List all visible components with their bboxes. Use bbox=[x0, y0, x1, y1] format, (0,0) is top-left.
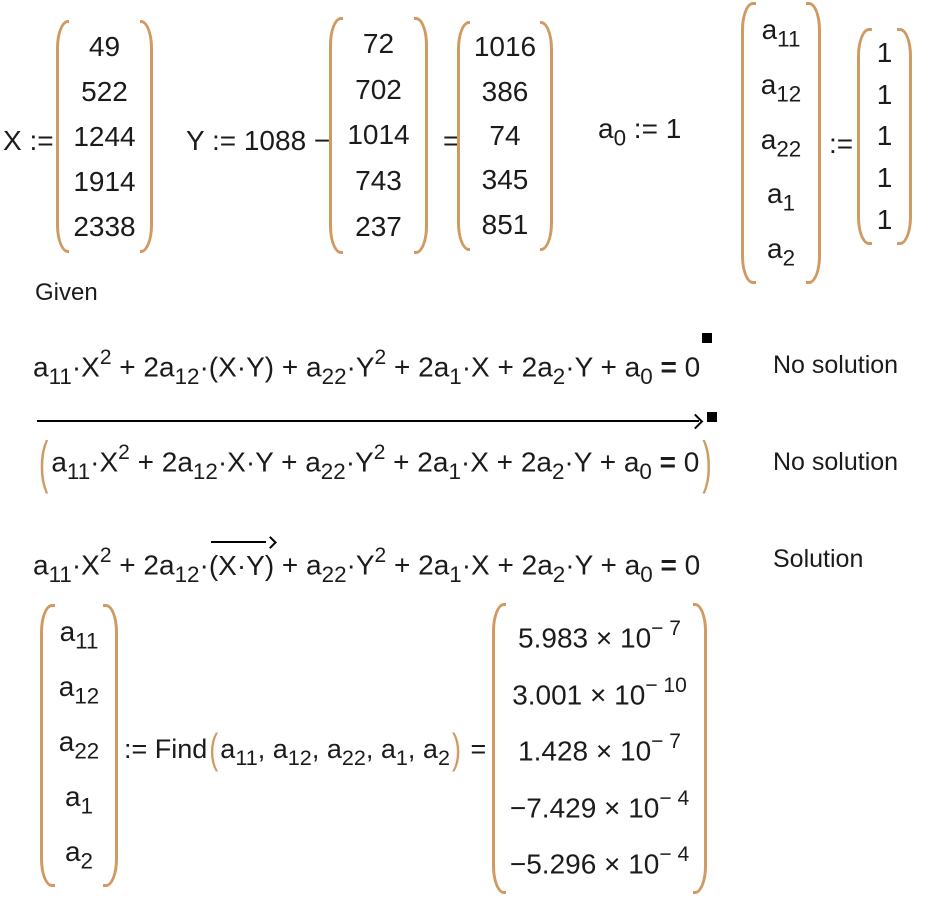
subscript: 0 bbox=[640, 561, 653, 587]
matrix-cell: $-7.429 \times 10^{- 4}$ bbox=[509, 786, 690, 824]
matrix-cell: $a_{12}$ bbox=[760, 68, 802, 107]
matrix-cell: $a_{22}$ bbox=[760, 123, 802, 161]
big-paren: ( bbox=[209, 725, 219, 773]
matrix-cell: $a_1$ bbox=[64, 781, 93, 819]
subscript: 2 bbox=[552, 363, 566, 389]
given-keyword[interactable]: Given bbox=[35, 279, 98, 306]
matrix-cell: $a_2$ bbox=[64, 836, 93, 874]
solve-lhs-vector-matrix[interactable] bbox=[40, 604, 118, 887]
right-paren bbox=[540, 21, 553, 251]
find-result-matrix[interactable] bbox=[492, 603, 707, 894]
matrix-cell: 1914 bbox=[73, 165, 136, 197]
subscript: 12 bbox=[776, 81, 802, 107]
left-paren bbox=[857, 28, 872, 245]
matrix-cell: 345 bbox=[481, 164, 529, 196]
superscript: 2 bbox=[99, 346, 112, 369]
matrix-cell: 1016 bbox=[473, 31, 537, 63]
equation-3[interactable]: $a_{11}\cdot X^2 + 2a_{12}\cdot(X\cdot Y) + a_{22}\cdot Y^2 + 2a_1\cdot X + 2a_2\cdot Y + a_0 = 0$ bbox=[33, 544, 701, 587]
right-paren bbox=[140, 20, 153, 253]
big-paren: ( bbox=[39, 430, 49, 494]
right-paren bbox=[693, 603, 707, 894]
matrix-cell: 1 bbox=[876, 36, 893, 68]
equation-1-status[interactable]: No solution bbox=[773, 351, 899, 379]
y-vector-matrix[interactable] bbox=[329, 17, 428, 254]
matrix-cell: 851 bbox=[481, 208, 529, 240]
vectorized-subexpression: (X·Y) bbox=[208, 549, 275, 581]
subscript: 1 bbox=[449, 561, 462, 587]
subscript: 22 bbox=[341, 745, 366, 771]
subscript: 12 bbox=[192, 458, 218, 484]
ones-vector-matrix[interactable] bbox=[857, 28, 912, 245]
superscript: − 4 bbox=[659, 843, 690, 867]
subscript: 0 bbox=[639, 458, 652, 484]
matrix-cell: $-5.296 \times 10^{- 4}$ bbox=[509, 843, 690, 880]
y-vector-values bbox=[343, 17, 413, 254]
superscript: − 4 bbox=[659, 786, 690, 810]
coefficient-vector-matrix[interactable] bbox=[741, 2, 821, 284]
error-marker-icon bbox=[702, 333, 712, 343]
matrix-cell: $a_1$ bbox=[766, 178, 796, 216]
matrix-cell: 386 bbox=[481, 75, 529, 107]
equation-2-status[interactable]: No solution bbox=[773, 448, 899, 476]
subscript: 22 bbox=[320, 458, 346, 484]
matrix-cell: 1014 bbox=[347, 119, 410, 151]
matrix-cell: 1 bbox=[876, 120, 893, 152]
find-result-values bbox=[506, 603, 693, 894]
evaluation-equals: = bbox=[443, 125, 460, 156]
subscript: 1 bbox=[80, 793, 93, 819]
coefficient-vector-entries bbox=[756, 2, 806, 284]
x-vector-matrix[interactable] bbox=[56, 20, 153, 253]
matrix-cell: $a_2$ bbox=[766, 233, 796, 271]
superscript: 2 bbox=[118, 441, 130, 464]
left-paren bbox=[457, 21, 470, 251]
matrix-cell: 2338 bbox=[73, 210, 136, 242]
matrix-cell: 49 bbox=[88, 30, 121, 62]
subscript: 12 bbox=[287, 745, 312, 771]
superscript: − 10 bbox=[645, 673, 687, 697]
right-paren bbox=[897, 28, 912, 245]
big-paren: ) bbox=[451, 725, 461, 773]
boolean-equals: = bbox=[659, 446, 676, 478]
y-result-values bbox=[470, 21, 540, 251]
matrix-cell: 702 bbox=[355, 73, 402, 105]
left-paren bbox=[492, 603, 506, 894]
left-paren bbox=[40, 604, 55, 887]
big-paren: ) bbox=[702, 430, 712, 494]
subscript: 12 bbox=[74, 683, 100, 709]
subscript: 22 bbox=[74, 738, 100, 764]
matrix-cell: $1.428 \times 10^{- 7}$ bbox=[518, 730, 681, 767]
matrix-cell: 743 bbox=[355, 165, 402, 197]
superscript: 2 bbox=[374, 544, 387, 567]
equation-1[interactable]: $a_{11}\cdot X^2 + 2a_{12}\cdot(X\cdot Y) + a_{22}\cdot Y^2 + 2a_1\cdot X + 2a_2\cdot Y + a_0 = 0$ bbox=[33, 346, 701, 389]
superscript: − 7 bbox=[651, 617, 681, 640]
matrix-cell: 1 bbox=[876, 204, 893, 236]
matrix-cell: $a_{11}$ bbox=[761, 14, 801, 52]
assign-operator: := bbox=[829, 128, 854, 159]
subscript: 12 bbox=[174, 363, 200, 389]
subscript: 22 bbox=[321, 363, 347, 389]
subscript: 1 bbox=[449, 363, 462, 389]
left-paren bbox=[56, 20, 69, 253]
matrix-cell: $5.983 \times 10^{- 7}$ bbox=[518, 617, 681, 654]
x-vector-values bbox=[69, 20, 139, 253]
subscript: 22 bbox=[776, 135, 802, 161]
solve-lhs-entries bbox=[55, 604, 103, 887]
subscript: 1 bbox=[395, 745, 408, 771]
find-function-call[interactable]: := $Find(a_{11}$, $a_{12}$, $a_{22}$, $a_1$, $a_2$) = bbox=[124, 733, 486, 771]
matrix-cell: $3.001 \times 10^{- 10}$ bbox=[512, 673, 687, 711]
equation-3-status[interactable]: Solution bbox=[773, 545, 864, 573]
subscript: 12 bbox=[174, 561, 200, 587]
superscript: − 7 bbox=[651, 730, 681, 754]
vectorize-arrow-icon bbox=[37, 420, 699, 422]
subscript: 0 bbox=[613, 125, 627, 151]
subscript: 11 bbox=[235, 745, 258, 771]
y-result-matrix[interactable] bbox=[457, 21, 553, 251]
a0-definition[interactable]: $a_0$ := 1 bbox=[598, 113, 682, 151]
x-definition-label[interactable]: X := bbox=[3, 125, 54, 156]
equation-2[interactable]: ( $a_{11}\cdot X^2 + 2a_{12}\cdot X\cdot Y + a_{22}\cdot Y^2 + 2a_1\cdot X + 2a_2\cdot Y + a_0 = 0$ ) bbox=[36, 440, 715, 486]
subscript: 11 bbox=[66, 458, 91, 484]
boolean-equals: = bbox=[660, 549, 677, 581]
subscript: 11 bbox=[75, 628, 99, 654]
boolean-equals: = bbox=[660, 351, 677, 383]
subscript: 2 bbox=[552, 561, 566, 587]
matrix-cell: 1 bbox=[876, 78, 893, 110]
matrix-cell: 1 bbox=[876, 162, 893, 194]
right-paren bbox=[414, 17, 428, 254]
matrix-cell: $a_{12}$ bbox=[58, 671, 100, 709]
subscript: 11 bbox=[777, 26, 801, 52]
matrix-cell: $a_{11}$ bbox=[59, 616, 99, 654]
matrix-cell: 72 bbox=[362, 27, 395, 59]
right-paren bbox=[103, 604, 118, 887]
matrix-cell: 1244 bbox=[73, 120, 136, 152]
matrix-cell: 74 bbox=[489, 119, 521, 151]
subscript: 1 bbox=[782, 190, 796, 216]
matrix-cell: 522 bbox=[81, 75, 128, 107]
subscript: 1 bbox=[448, 458, 461, 484]
superscript: 2 bbox=[374, 346, 387, 369]
superscript: 2 bbox=[373, 441, 386, 464]
y-definition-label[interactable]: Y := 1088 − bbox=[186, 125, 331, 156]
subscript: 11 bbox=[48, 561, 72, 587]
subscript: 2 bbox=[80, 848, 93, 874]
subscript: 2 bbox=[551, 458, 565, 484]
matrix-cell: $a_{22}$ bbox=[58, 726, 100, 764]
subscript: 0 bbox=[640, 363, 653, 389]
subscript: 2 bbox=[782, 245, 796, 271]
ones-vector-values bbox=[872, 28, 897, 245]
left-paren bbox=[741, 2, 756, 284]
subscript: 11 bbox=[48, 363, 72, 389]
left-paren bbox=[329, 17, 343, 254]
right-paren bbox=[806, 2, 821, 284]
matrix-cell: 237 bbox=[355, 211, 402, 243]
subscript: 2 bbox=[437, 745, 450, 771]
error-marker-icon bbox=[707, 412, 717, 422]
superscript: 2 bbox=[99, 544, 112, 567]
subscript: 22 bbox=[321, 561, 347, 587]
